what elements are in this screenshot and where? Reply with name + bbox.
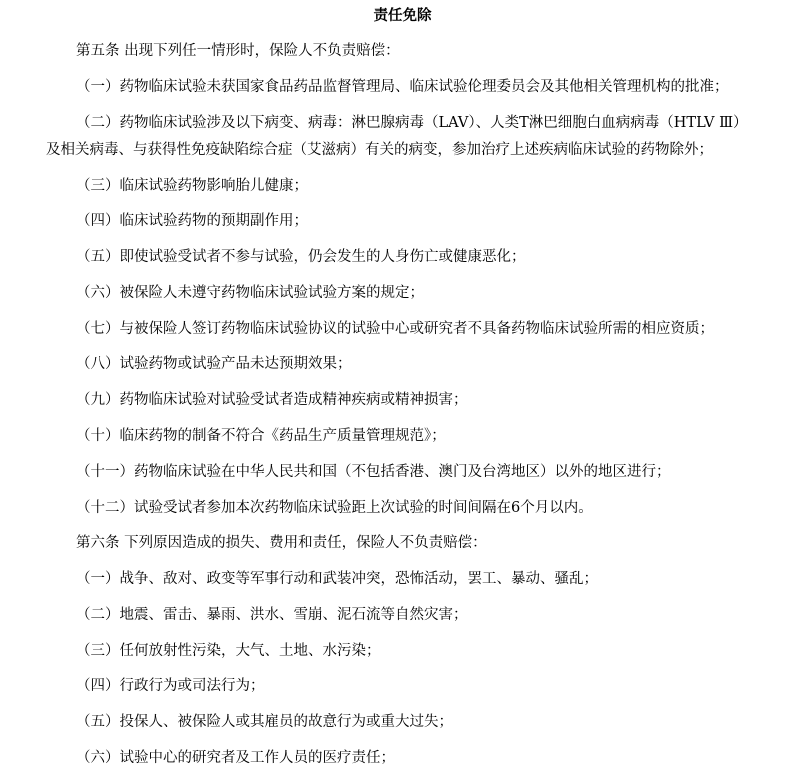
article-5-item-3: （三）临床试验药物影响胎儿健康； xyxy=(76,178,308,194)
article-5-item-9: （九）药物临床试验对试验受试者造成精神疾病或精神损害； xyxy=(76,392,468,408)
article-6-item-3: （三）任何放射性污染，大气、土地、水污染； xyxy=(76,643,381,659)
article-5-item-1: （一）药物临床试验未获国家食品药品监督管理局、临床试验伦理委员会及其他相关管理机构的批准； xyxy=(76,79,729,95)
article-6-item-1: （一）战争、敌对、政变等军事行动和武装冲突，恐怖活动，罢工、暴动、骚乱； xyxy=(76,571,598,587)
article-5-item-5: （五）即使试验受试者不参与试验，仍会发生的人身伤亡或健康恶化； xyxy=(76,249,526,265)
article-5-heading: 第五条 出现下列任一情形时，保险人不负责赔偿： xyxy=(76,43,400,59)
article-5-item-6: （六）被保险人未遵守药物临床试验试验方案的规定； xyxy=(76,285,424,301)
article-5-item-11: （十一）药物临床试验在中华人民共和国（不包括香港、澳门及台湾地区）以外的地区进行； xyxy=(76,464,671,480)
article-5-item-7: （七）与被保险人签订药物临床试验协议的试验中心或研究者不具备药物临床试验所需的相应资质； xyxy=(76,321,714,337)
article-6-heading: 第六条 下列原因造成的损失、费用和责任，保险人不负责赔偿： xyxy=(76,535,487,551)
page-title: 责任免除 xyxy=(373,7,432,24)
article-6-item-4: （四）行政行为或司法行为； xyxy=(76,678,265,694)
article-6-item-2: （二）地震、雷击、暴雨、洪水、雪崩、泥石流等自然灾害； xyxy=(76,607,468,623)
article-5-item-2: （二）药物临床试验涉及以下病变、病毒：淋巴腺病毒（LAV）、人类T淋巴细胞白血病病毒（HTLV Ⅲ） xyxy=(76,115,748,131)
article-5-item-10: （十）临床药物的制备不符合《药品生产质量管理规范》； xyxy=(76,428,446,444)
article-5-item-2-continued: 及相关病毒、与获得性免疫缺陷综合症（艾滋病）有关的病变，参加治疗上述疾病临床试验的药物除外； xyxy=(46,142,713,158)
article-6-item-5: （五）投保人、被保险人或其雇员的故意行为或重大过失； xyxy=(76,714,453,730)
article-6-item-6: （六）试验中心的研究者及工作人员的医疗责任； xyxy=(76,750,395,766)
article-5-item-4: （四）临床试验药物的预期副作用； xyxy=(76,213,308,229)
article-5-item-12: （十二）试验受试者参加本次药物临床试验距上次试验的时间间隔在6个月以内。 xyxy=(76,500,593,516)
article-5-item-8: （八）试验药物或试验产品未达预期效果； xyxy=(76,356,352,372)
